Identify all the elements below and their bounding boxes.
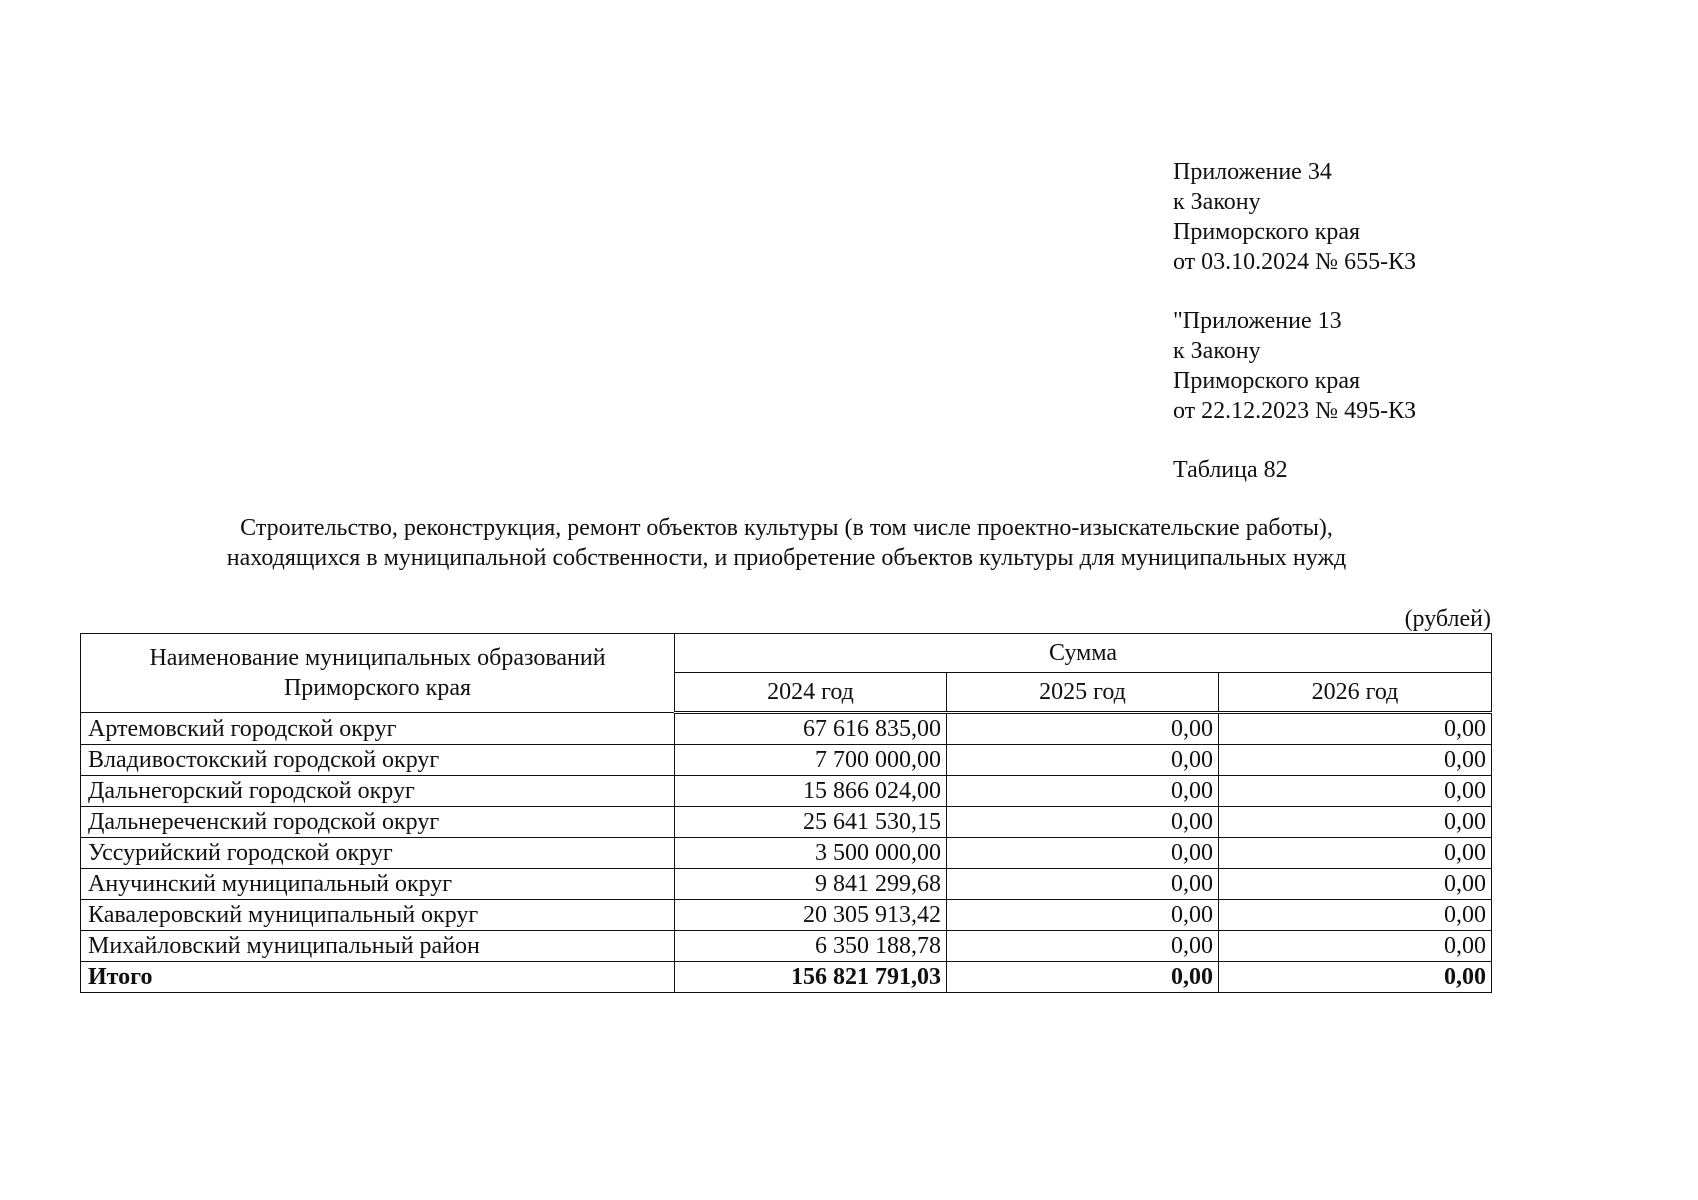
year-2024-header: 2024 год	[675, 673, 947, 713]
appendix-34-line: к Закону	[1173, 189, 1261, 215]
appendix-13-line: к Закону	[1173, 338, 1261, 364]
amount-2024: 9 841 299,68	[675, 869, 947, 900]
amount-2025: 0,00	[947, 900, 1219, 931]
table-row	[81, 807, 1492, 838]
appendix-13-date: от 22.12.2023 № 495-КЗ	[1173, 398, 1417, 424]
amount-2026: 0,00	[1219, 807, 1492, 838]
amount-2025: 0,00	[947, 776, 1219, 807]
total-amount-2026: 0,00	[1219, 962, 1492, 993]
appendix-13-header	[1173, 306, 1416, 426]
amount-2026: 0,00	[1219, 713, 1492, 745]
amount-2025: 0,00	[947, 869, 1219, 900]
amount-2026: 0,00	[1219, 869, 1492, 900]
amount-2024: 7 700 000,00	[675, 745, 947, 776]
funding-table	[80, 633, 1492, 993]
document-title-line: находящихся в муниципальной собственности, и приобретение объектов культуры для муниципальных нужд	[226, 545, 1347, 571]
table-row	[81, 745, 1492, 776]
municipality-name: Анучинский муниципальный округ	[81, 869, 675, 900]
amount-2024: 67 616 835,00	[675, 713, 947, 745]
amount-2026: 0,00	[1219, 745, 1492, 776]
appendix-34-line: Приложение 34	[1173, 159, 1332, 185]
amount-2026: 0,00	[1219, 931, 1492, 962]
table-number: Таблица 82	[1173, 457, 1288, 483]
document-title	[80, 513, 1493, 573]
amount-2026: 0,00	[1219, 900, 1492, 931]
municipality-name: Уссурийский городской округ	[81, 838, 675, 869]
units-label: (рублей)	[1404, 606, 1491, 632]
appendix-34-header	[1173, 157, 1416, 277]
municipality-name: Кавалеровский муниципальный округ	[81, 900, 675, 931]
table-row	[81, 931, 1492, 962]
total-label: Итого	[81, 962, 675, 993]
municipality-name: Артемовский городской округ	[81, 713, 675, 745]
total-amount-2024: 156 821 791,03	[675, 962, 947, 993]
document-title-line: Строительство, реконструкция, ремонт объектов культуры (в том числе проектно-изыскательские работы),	[240, 515, 1333, 541]
year-2025-header: 2025 год	[947, 673, 1219, 713]
amount-2024: 25 641 530,15	[675, 807, 947, 838]
municipality-name: Дальнегорский городской округ	[81, 776, 675, 807]
appendix-34-date: от 03.10.2024 № 655-КЗ	[1173, 249, 1417, 275]
table-row	[81, 713, 1492, 745]
amount-2025: 0,00	[947, 713, 1219, 745]
total-row	[81, 962, 1492, 993]
amount-2025: 0,00	[947, 931, 1219, 962]
table-row	[81, 869, 1492, 900]
table-row	[81, 900, 1492, 931]
amount-2024: 3 500 000,00	[675, 838, 947, 869]
amount-2024: 15 866 024,00	[675, 776, 947, 807]
year-2026-header: 2026 год	[1219, 673, 1492, 713]
amount-2024: 20 305 913,42	[675, 900, 947, 931]
municipality-name: Владивостокский городской округ	[81, 745, 675, 776]
municipality-column-header: Наименование муниципальных образований Приморского края	[81, 634, 675, 713]
amount-2025: 0,00	[947, 745, 1219, 776]
amount-2024: 6 350 188,78	[675, 931, 947, 962]
sum-column-header: Сумма	[675, 634, 1492, 673]
amount-2026: 0,00	[1219, 776, 1492, 807]
appendix-13-line: "Приложение 13	[1173, 308, 1342, 334]
amount-2025: 0,00	[947, 807, 1219, 838]
table-row	[81, 776, 1492, 807]
municipality-name: Михайловский муниципальный район	[81, 931, 675, 962]
amount-2026: 0,00	[1219, 838, 1492, 869]
table-row	[81, 838, 1492, 869]
total-amount-2025: 0,00	[947, 962, 1219, 993]
appendix-13-line: Приморского края	[1173, 368, 1361, 394]
appendix-34-line: Приморского края	[1173, 219, 1361, 245]
municipality-name: Дальнереченский городской округ	[81, 807, 675, 838]
amount-2025: 0,00	[947, 838, 1219, 869]
